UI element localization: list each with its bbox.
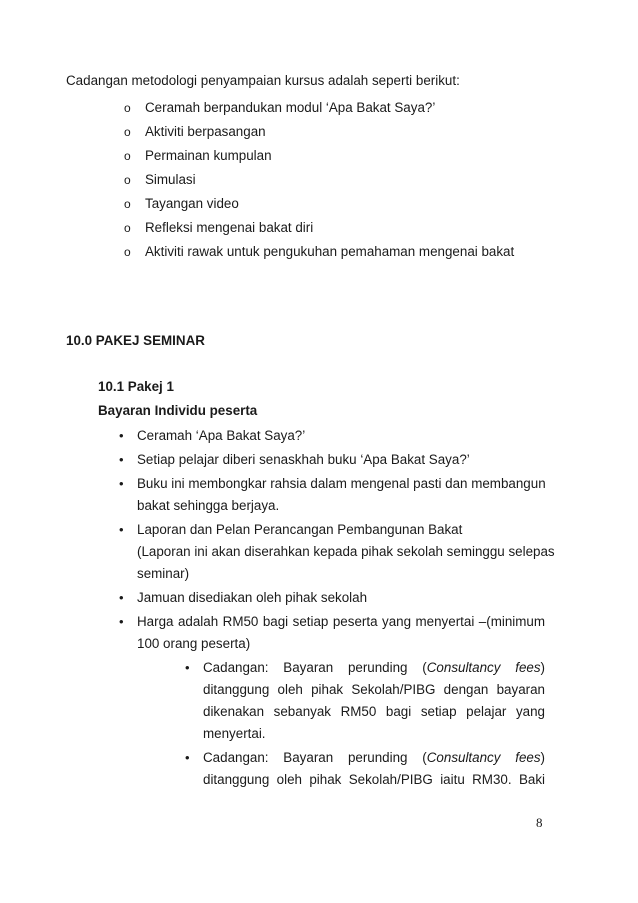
subsection-heading: 10.1 Pakej 1 (98, 379, 174, 394)
method-item: Tayangan video (145, 196, 239, 211)
bullet-icon: • (119, 614, 124, 629)
word: Cadangan: (203, 660, 269, 675)
method-item: Aktiviti rawak untuk pengukuhan pemahaman mengenai bakat (145, 244, 515, 259)
bullet-item-continuation: (Laporan ini akan diserahkan kepada pihak sekolah seminggu selepas (137, 544, 555, 559)
sub-bullet-line (203, 749, 545, 767)
word: (Consultancy (422, 660, 501, 675)
bullet-item: Jamuan disediakan oleh pihak sekolah (137, 590, 368, 605)
bullet-icon: • (119, 522, 124, 537)
bullet-item: Ceramah ‘Apa Bakat Saya?’ (137, 428, 306, 443)
bullet-item: Laporan dan Pelan Perancangan Pembangunan Bakat (137, 522, 463, 537)
word: fees) (515, 750, 545, 765)
hollow-bullet-icon: o (124, 125, 131, 139)
hollow-bullet-icon: o (124, 245, 131, 259)
sub-bullet-text: ditanggung oleh pihak Sekolah/PIBG dengan bayaran (203, 682, 545, 697)
word: perunding (347, 660, 408, 675)
bullet-icon: • (119, 590, 124, 605)
method-item: Refleksi mengenai bakat diri (145, 220, 314, 235)
bullet-item: Buku ini membongkar rahsia dalam mengenal pasti dan membangun (137, 476, 546, 491)
hollow-bullet-icon: o (124, 173, 131, 187)
word: Cadangan: (203, 750, 269, 765)
subsection-subtitle: Bayaran Individu peserta (98, 403, 258, 418)
method-item: Simulasi (145, 172, 196, 187)
hollow-bullet-icon: o (124, 149, 131, 163)
method-item: Aktiviti berpasangan (145, 124, 266, 139)
bullet-item-text: Harga adalah RM50 bagi setiap peserta yang menyertai –(minimum (137, 614, 545, 629)
sub-bullet-continuation (203, 771, 545, 789)
intro-text: Cadangan metodologi penyampaian kursus adalah seperti berikut: (66, 73, 460, 88)
word: fees) (515, 660, 545, 675)
word: Bayaran (283, 660, 334, 675)
bullet-item (137, 613, 545, 631)
method-item: Permainan kumpulan (145, 148, 272, 163)
bullet-icon: • (119, 428, 124, 443)
sub-bullet-text: dikenakan sebanyak RM50 bagi setiap pelajar yang (203, 704, 545, 719)
sub-bullet-continuation (203, 681, 545, 699)
bullet-item-continuation: seminar) (137, 566, 190, 581)
bullet-item: Setiap pelajar diberi senaskhah buku ‘Apa Bakat Saya?’ (137, 452, 470, 467)
page-number: 8 (536, 815, 543, 830)
hollow-bullet-icon: o (124, 101, 131, 115)
sub-bullet-text: ditanggung oleh pihak Sekolah/PIBG iaitu RM30. Baki (203, 772, 545, 787)
word: perunding (347, 750, 408, 765)
bullet-item-continuation: bakat sehingga berjaya. (137, 498, 280, 513)
method-item: Ceramah berpandukan modul ‘Apa Bakat Saya?’ (145, 100, 436, 115)
word: Bayaran (283, 750, 334, 765)
hollow-bullet-icon: o (124, 221, 131, 235)
sub-bullet-continuation (203, 703, 545, 721)
bullet-icon: • (185, 750, 190, 765)
word: (Consultancy (422, 750, 501, 765)
bullet-item-continuation: 100 orang peserta) (137, 636, 251, 651)
sub-bullet-line (203, 659, 545, 677)
bullet-icon: • (185, 660, 190, 675)
sub-bullet-continuation: menyertai. (203, 726, 266, 741)
bullet-icon: • (119, 476, 124, 491)
bullet-icon: • (119, 452, 124, 467)
hollow-bullet-icon: o (124, 197, 131, 211)
section-heading: 10.0 PAKEJ SEMINAR (66, 333, 205, 348)
